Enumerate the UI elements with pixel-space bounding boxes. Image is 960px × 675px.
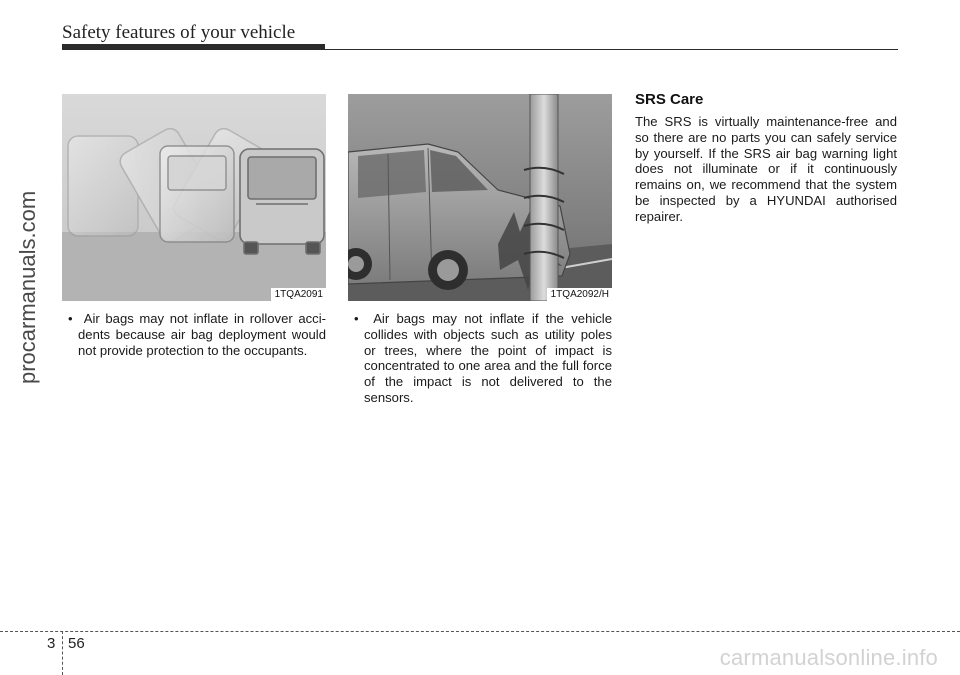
header-rule xyxy=(62,49,898,50)
bullet-symbol: • xyxy=(354,311,359,326)
footer-rule xyxy=(0,631,960,632)
figure-code: 1TQA2092/H xyxy=(547,288,612,301)
footer-divider xyxy=(62,631,63,675)
pole-impact-figure xyxy=(348,94,612,301)
bullet-pole-impact xyxy=(350,311,612,406)
bullet-rollover xyxy=(64,311,326,358)
figure-code: 1TQA2091 xyxy=(271,288,326,301)
side-watermark: procarmanuals.com xyxy=(15,190,40,384)
section-heading: SRS Care xyxy=(635,91,704,108)
van-hitting-pole-illustration-icon xyxy=(348,94,612,301)
chapter-number: 3 xyxy=(47,635,56,652)
bullet-symbol: • xyxy=(68,311,73,326)
page-header-title: Safety features of your vehicle xyxy=(62,22,296,43)
bullet-text: Air bags may not inflate in rollover accidents because air bag deployment would not provide protection to the occupants. xyxy=(78,311,326,358)
section-body: The SRS is virtually maintenance-free and so there are no parts you can safely service by yourself. If the SRS air bag warning light does not illuminate or if it continuously remains on, we recommend that the system be inspected by a HYUNDAI authorised repairer. xyxy=(635,114,897,224)
page-number: 56 xyxy=(68,635,85,652)
site-watermark: carmanualsonline.info xyxy=(719,645,938,670)
bullet-text: Air bags may not inflate if the vehicle collides with objects such as utility poles or trees, where the point of impact is concentrated to one area and the full force of the impact is not delivered to the sensors. xyxy=(364,311,613,405)
rollover-van-illustration-icon xyxy=(62,94,326,301)
rollover-figure xyxy=(62,94,326,301)
